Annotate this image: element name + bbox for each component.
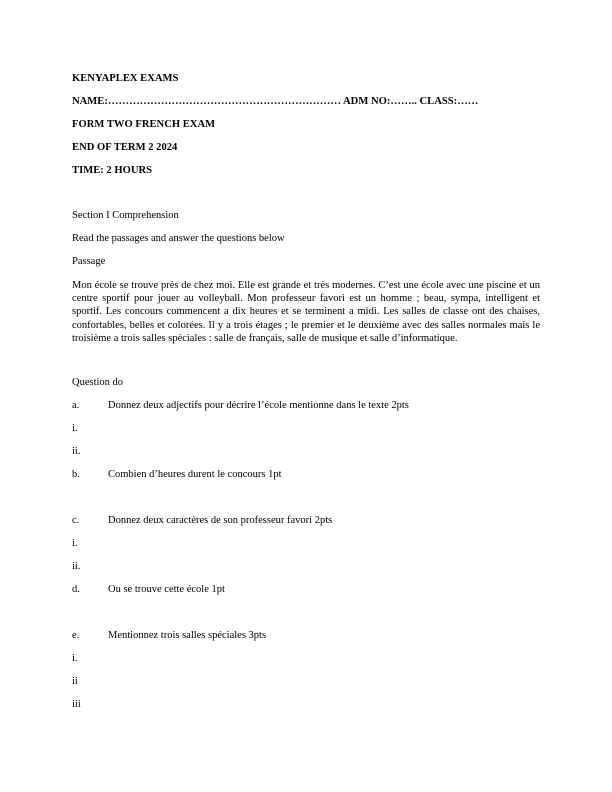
answer-e-iii: iii: [72, 699, 81, 710]
question-c-label: c.: [72, 515, 80, 526]
answer-c-ii: ii.: [72, 561, 81, 572]
question-b-text: Combien d’heures durent le concours 1pt: [108, 469, 282, 480]
exam-time: TIME: 2 HOURS: [72, 165, 153, 176]
question-e-text: Mentionnez trois salles spéciales 3pts: [108, 630, 267, 641]
answer-e-i: i.: [72, 653, 78, 664]
answer-c-i: i.: [72, 538, 78, 549]
question-b-label: b.: [72, 469, 80, 480]
question-e-label: e.: [72, 630, 80, 641]
exam-title: FORM TWO FRENCH EXAM: [72, 119, 216, 130]
question-d-label: d.: [72, 584, 80, 595]
question-c-text: Donnez deux caractères de son professeur favori 2pts: [108, 515, 333, 526]
section-instructions: Read the passages and answer the questions below: [72, 233, 285, 244]
answer-a-ii: ii.: [72, 446, 81, 457]
question-a-text: Donnez deux adjectifs pour décrire l’école mentionne dans le texte 2pts: [108, 400, 409, 411]
passage-text: Mon école se trouve près de chez moi. Elle est grande et très modernes. C’est une école avec une piscine et un centre sportif pour jouer au volleyball. Mon professeur favori est un homme ; beau, sympa, intelligent et sportif. Les concours commencent a dix heures et se terminent a midi. Les salles de classe ont des chaises, confortables, belles et colorées. Il y a trois étages ; le premier et le deuxième avec des salles normales mais le troisième a trois salles spéciales : salle de français, salle de musique et salle d’informatique.: [72, 280, 540, 344]
question-d-text: Ou se trouve cette école 1pt: [108, 584, 225, 595]
answer-a-i: i.: [72, 423, 78, 434]
org-title: KENYAPLEX EXAMS: [72, 73, 179, 84]
exam-term: END OF TERM 2 2024: [72, 142, 178, 153]
question-heading: Question do: [72, 377, 124, 388]
section-title: Section I Comprehension: [72, 210, 179, 221]
student-info-line: NAME:………………………………………………………… ADM NO:…….. CLASS:……: [72, 96, 479, 107]
passage-label: Passage: [72, 256, 106, 267]
answer-e-ii: ii: [72, 676, 78, 687]
question-a-label: a.: [72, 400, 80, 411]
